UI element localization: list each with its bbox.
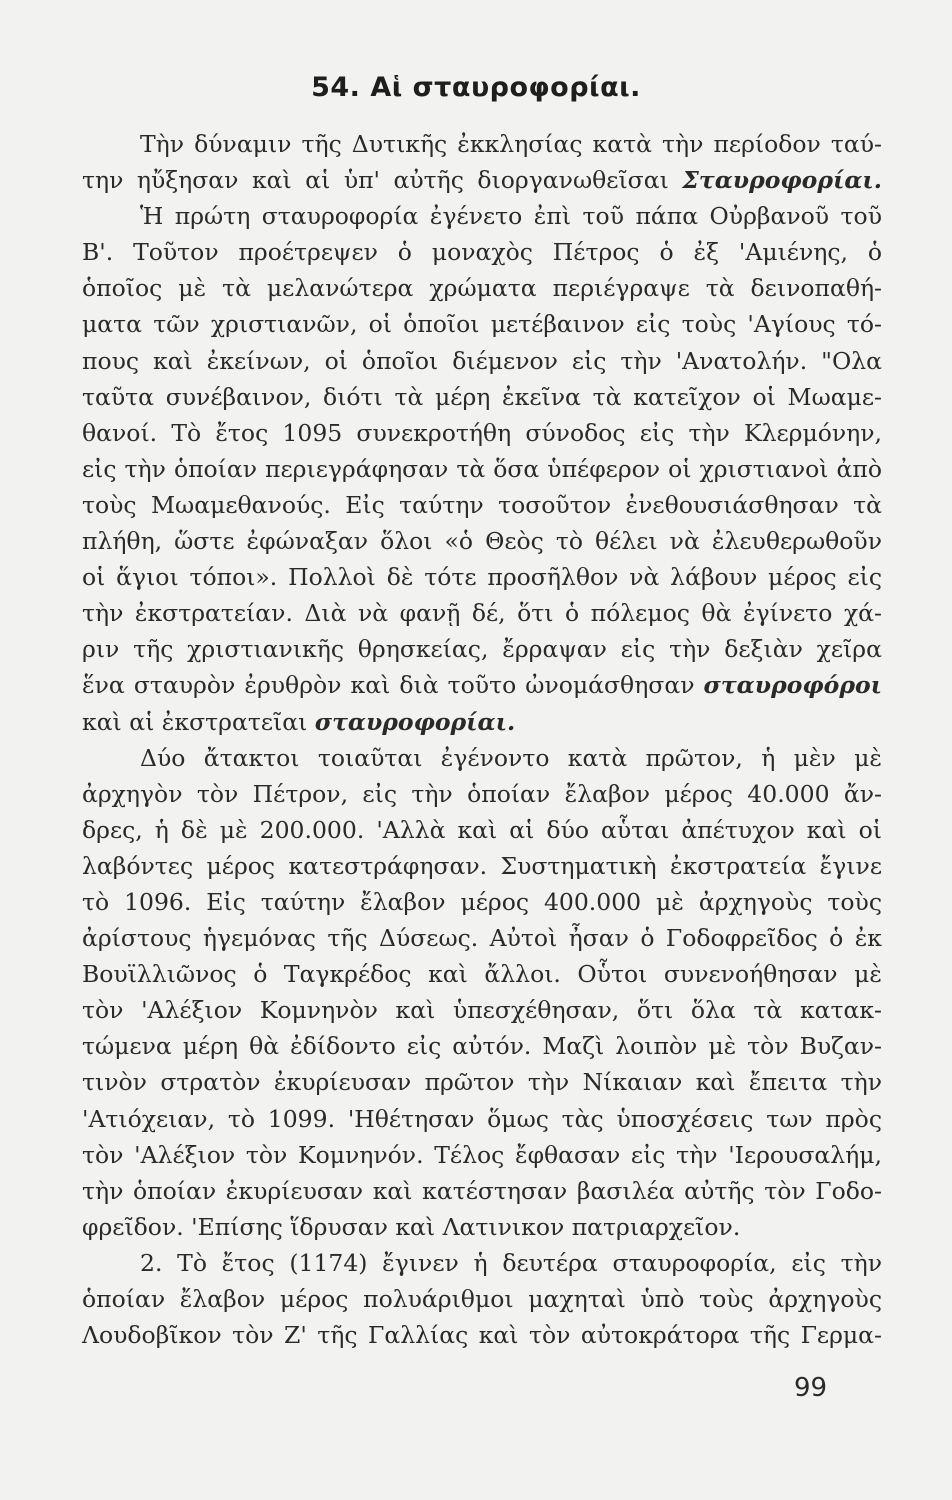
text-line xyxy=(82,848,882,884)
page-number: 99 xyxy=(794,1373,828,1403)
line-text: τὸ 1096. Εἰς ταύτην ἔλαβον μέρος 400.000 μὲ ἀρχηγοὺς τοὺς xyxy=(82,887,882,916)
line-text: φρεῖδον. 'Επίσης ἵδρυσαν καὶ Λατινικον πατριαρχεῖον. xyxy=(82,1212,741,1241)
line-text: τὴν ὁποίαν ἐκυρίευσαν καὶ κατέστησαν βασιλέα αὐτῆς τὸν Γοδο- xyxy=(82,1176,882,1205)
line-text: την ηὔξησαν καὶ αἱ ὑπ' αὐτῆς διοργανωθεῖσαι xyxy=(82,166,683,195)
text-line xyxy=(82,884,882,920)
text-line xyxy=(82,812,882,848)
text-line xyxy=(82,523,882,559)
text-line xyxy=(82,1245,882,1281)
text-line xyxy=(82,740,882,776)
line-text: ματα τῶν χριστιανῶν, οἱ ὁποῖοι μετέβαινον εἰς τοὺς 'Αγίους τό- xyxy=(82,310,882,339)
text-line xyxy=(82,343,882,379)
text-line xyxy=(82,1209,882,1245)
line-text: ὁποῖος μὲ τὰ μελανώτερα χρώματα περιέγραψε τὰ δεινοπαθή- xyxy=(82,274,882,303)
text-line xyxy=(82,992,882,1028)
text-line xyxy=(82,270,882,306)
line-text: πους καὶ ἐκείνων, οἱ ὁποῖοι διέμενον εἰς τὴν 'Ανατολήν. "Ολα xyxy=(82,346,882,375)
text-line xyxy=(82,595,882,631)
line-text: ταῦτα συνέβαινον, διότι τὰ μέρη ἐκεῖνα τὰ κατεῖχον οἱ Μωαμε- xyxy=(82,382,882,411)
text-line xyxy=(82,1281,882,1317)
line-text: εἰς τὴν ὁποίαν περιεγράφησαν τὰ ὅσα ὑπέφερον οἱ χριστιανοὶ ἀπὸ xyxy=(82,454,882,483)
line-text: τοὺς Μωαμεθανούς. Εἰς ταύτην τοσοῦτον ἐνεθουσιάσθησαν τὰ xyxy=(82,490,882,519)
text-line xyxy=(82,956,882,992)
line-text: ἀρίστους ἡγεμόνας τῆς Δύσεως. Αὐτοὶ ἦσαν ὁ Γοδοφρεῖδος ὁ ἐκ xyxy=(82,924,882,953)
emphasized-term: σταυροφόροι xyxy=(703,671,882,700)
line-text: καὶ αἱ ἐκστρατεῖαι xyxy=(82,707,315,736)
text-line xyxy=(82,704,882,740)
text-line xyxy=(82,1317,882,1353)
text-line xyxy=(82,1028,882,1064)
text-line xyxy=(82,198,882,234)
text-line xyxy=(82,667,882,703)
text-line xyxy=(82,487,882,523)
text-line xyxy=(82,126,882,162)
line-text: πλήθη, ὥστε ἐφώναξαν ὅλοι «ὁ Θεὸς τὸ θέλει νὰ ἐλευθερωθοῦν xyxy=(82,527,882,556)
text-line xyxy=(82,1173,882,1209)
line-text: Τὴν δύναμιν τῆς Δυτικῆς ἐκκλησίας κατὰ τὴν περίοδον ταύ- xyxy=(140,130,882,158)
text-line xyxy=(82,379,882,415)
body-text xyxy=(82,126,882,1353)
section-heading: 54. Αἱ σταυροφορίαι. xyxy=(311,72,641,103)
line-text: Ἡ πρώτη σταυροφορία ἐγένετο ἐπὶ τοῦ πάπα Οὐρβανοῦ τοῦ xyxy=(140,202,882,231)
line-text: οἱ ἅγιοι τόποι». Πολλοὶ δὲ τότε προσῆλθον νὰ λάβουν μέρος εἰς xyxy=(82,563,882,592)
text-line xyxy=(82,1137,882,1173)
line-text: θανοί. Τὸ ἔτος 1095 συνεκροτήθη σύνοδος εἰς τὴν Κλερμόνην, xyxy=(82,418,882,447)
text-line xyxy=(82,1101,882,1137)
line-text: Λουδοβῖκον τὸν Ζ' τῆς Γαλλίας καὶ τὸν αὐτοκράτορα τῆς Γερμα- xyxy=(82,1321,882,1350)
line-text: δρες, ἡ δὲ μὲ 200.000. 'Αλλὰ καὶ αἱ δύο αὗται ἀπέτυχον καὶ οἱ xyxy=(82,815,882,844)
text-line xyxy=(82,234,882,270)
line-text: Βουϊλλιῶνος ὁ Ταγκρέδος καὶ ἄλλοι. Οὗτοι συνενοήθησαν μὲ xyxy=(82,960,882,989)
text-line xyxy=(82,920,882,956)
text-line xyxy=(82,415,882,451)
line-text: ὁποίαν ἔλαβον μέρος πολυάριθμοι μαχηταὶ ὑπὸ τοὺς ἀρχηγοὺς xyxy=(82,1285,882,1313)
text-line xyxy=(82,306,882,342)
line-text: ἀρχηγὸν τὸν Πέτρον, εἰς τὴν ὁποίαν ἔλαβον μέρος 40.000 ἄν- xyxy=(82,779,882,808)
line-text: Δύο ἄτακτοι τοιαῦται ἐγένοντο κατὰ πρῶτον, ἡ μὲν μὲ xyxy=(140,743,882,772)
line-text: τώμενα μέρη θὰ ἐδίδοντο εἰς αὐτόν. Μαζὶ λοιπὸν μὲ τὸν Βυζαν- xyxy=(82,1032,882,1061)
line-text: 2. Τὸ ἔτος (1174) ἔγινεν ἡ δευτέρα σταυροφορία, εἰς τὴν xyxy=(140,1248,882,1277)
line-text: τινὸν στρατὸν ἐκυρίευσαν πρῶτον τὴν Νίκαιαν καὶ ἔπειτα τὴν xyxy=(82,1068,882,1097)
text-line xyxy=(82,631,882,667)
text-line xyxy=(82,1064,882,1100)
emphasized-term: Σταυροφορίαι. xyxy=(682,166,882,195)
line-text: τὴν ἐκστρατείαν. Διὰ νὰ φανῇ δέ, ὅτι ὁ πόλεμος θὰ ἐγίνετο χά- xyxy=(82,599,882,628)
line-text: λαβόντες μέρος κατεστράφησαν. Συστηματικὴ ἐκστρατεία ἔγινε xyxy=(82,851,882,880)
line-text: 'Ατιόχειαν, τὸ 1099. 'Ηθέτησαν ὅμως τὰς ὑποσχέσεις των πρὸς xyxy=(82,1104,882,1133)
line-text: Β'. Τοῦτον προέτρεψεν ὁ μοναχὸς Πέτρος ὁ ἐξ 'Αμιένης, ὁ xyxy=(82,238,882,267)
line-text: τὸν 'Αλέξιον Κομνηνὸν καὶ ὑπεσχέθησαν, ὅτι ὅλα τὰ κατακ- xyxy=(82,996,882,1025)
text-line xyxy=(82,162,882,198)
text-line xyxy=(82,776,882,812)
text-line xyxy=(82,559,882,595)
emphasized-term: σταυροφορίαι. xyxy=(314,707,516,736)
line-text: ἕνα σταυρὸν ἐρυθρὸν καὶ διὰ τοῦτο ὠνομάσθησαν xyxy=(82,671,704,700)
text-line xyxy=(82,451,882,487)
line-text: ριν τῆς χριστιανικῆς θρησκείας, ἔρραψαν εἰς τὴν δεξιὰν χεῖρα xyxy=(82,635,882,664)
line-text: τὸν 'Αλέξιον τὸν Κομνηνόν. Τέλος ἔφθασαν εἰς τὴν 'Ιερουσαλήμ, xyxy=(82,1140,882,1169)
